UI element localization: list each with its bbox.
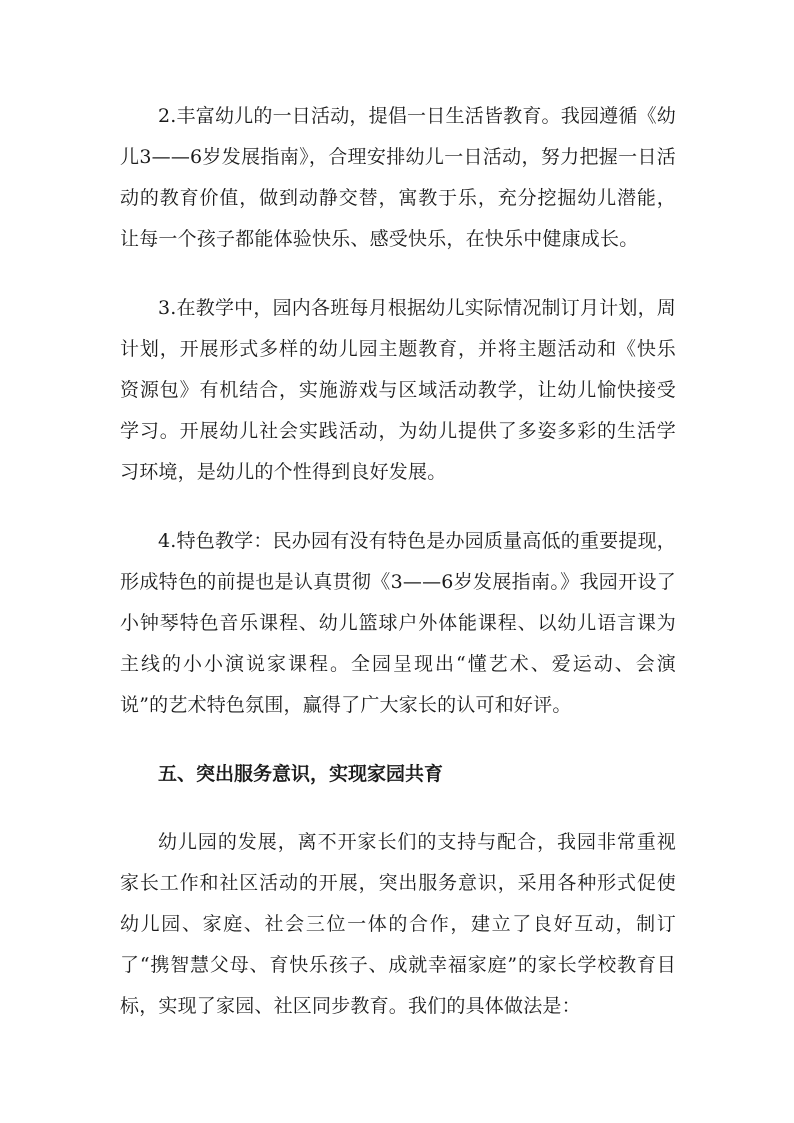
paragraph-characteristic-teaching: 4.特色教学：民办园有没有特色是办园质量高低的重要提现，形成特色的前提也是认真贯彻《3——6岁发展指南。》我园开设了小钟琴特色音乐课程、幼儿篮球户外体能课程、以幼儿语言课为主线的小小演说家课程。全园呈现出“懂艺术、爱运动、会演说”的艺术特色氛围，赢得了广大家长的认可和好评。 xyxy=(120,530,676,716)
paragraph-teaching-plans: 3.在教学中，园内各班每月根据幼儿实际情况制订月计划，周计划，开展形式多样的幼儿园主题教育，并将主题活动和《快乐资源包》有机结合，实施游戏与区域活动教学，让幼儿愉快接受学习。开展幼儿社会实践活动，为幼儿提供了多姿多彩的生活学习环境，是幼儿的个性得到良好发展。 xyxy=(120,297,676,483)
section-heading: 五、突出服务意识，实现家园共育 xyxy=(158,763,444,785)
paragraph-enrich-daily-activities: 2.丰富幼儿的一日活动，提倡一日生活皆教育。我园遵循《幼儿3——6岁发展指南》，合理安排幼儿一日活动，努力把握一日活动的教育价值，做到动静交替，寓教于乐，充分挖掘幼儿潜能，让每一个孩子都能体验快乐、感受快乐，在快乐中健康成长。 xyxy=(120,105,676,250)
paragraph-home-school-cooperation: 幼儿园的发展，离不开家长们的支持与配合，我园非常重视家长工作和社区活动的开展，突出服务意识，采用各种形式促使幼儿园、家庭、社会三位一体的合作，建立了良好互动，制订了“携智慧父母、育快乐孩子、成就幸福家庭”的家长学校教育目标，实现了家园、社区同步教育。我们的具体做法是： xyxy=(120,831,676,1017)
document-page xyxy=(120,96,676,1055)
